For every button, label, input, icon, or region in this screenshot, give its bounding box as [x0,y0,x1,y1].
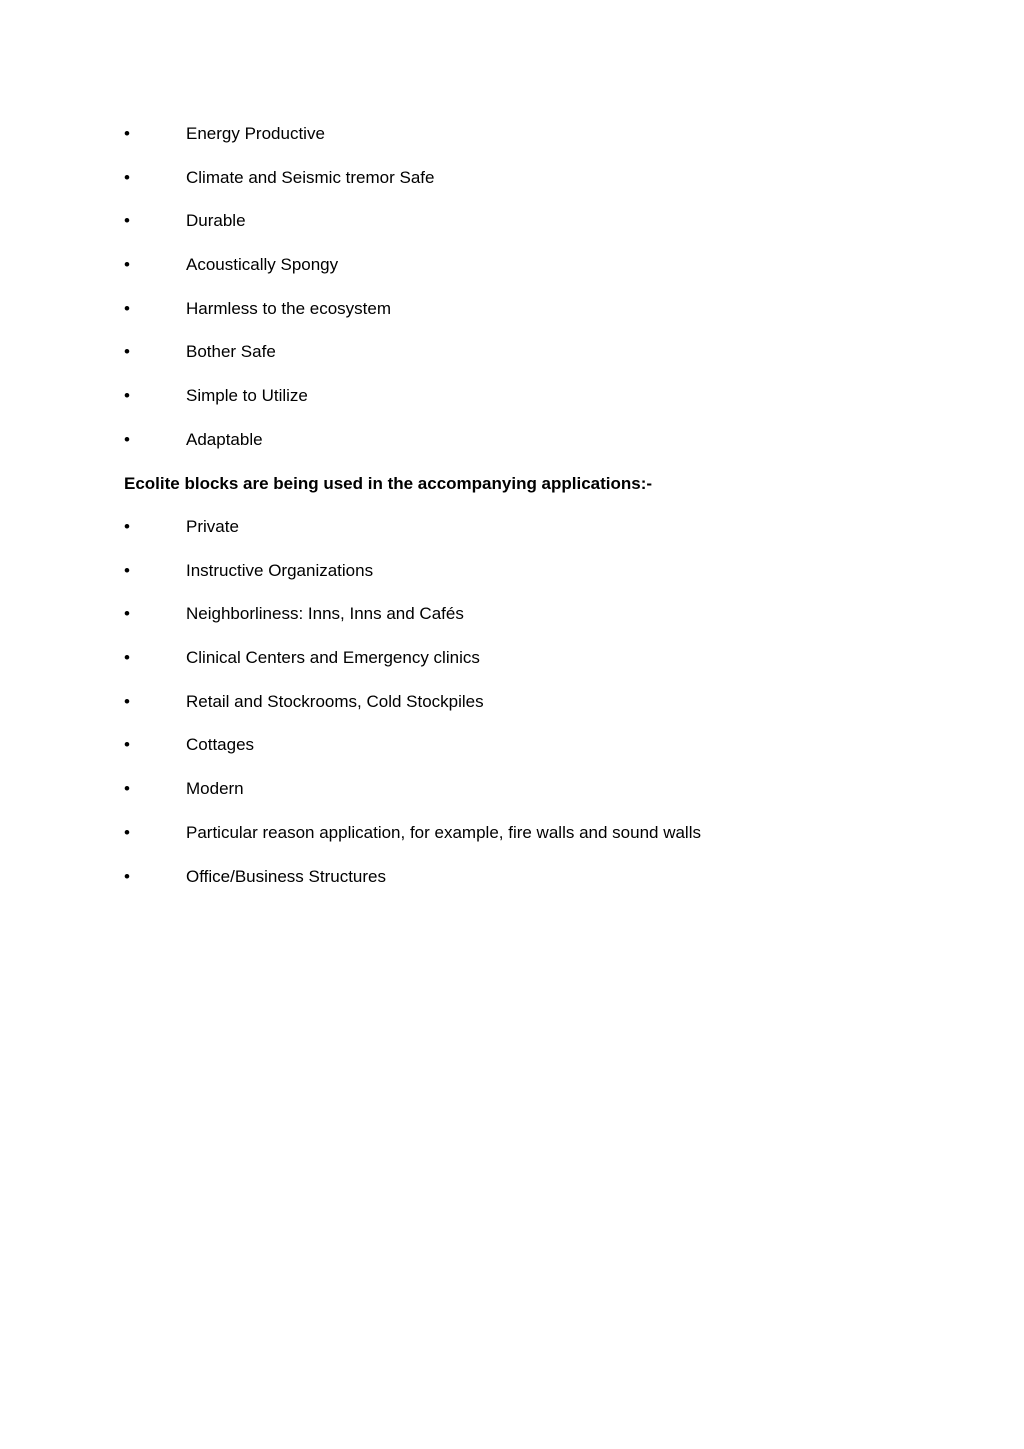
bullet-icon: • [124,167,130,187]
bullet-icon: • [124,604,130,624]
bullet-icon: • [124,866,130,886]
list-item-text: Particular reason application, for example, fire walls and sound walls [186,822,701,842]
bullet-icon: • [124,735,130,755]
section-heading: Ecolite blocks are being used in the accompanying applications:- [124,474,653,493]
list-item-text: Instructive Organizations [186,560,374,580]
list-item-text: Clinical Centers and Emergency clinics [186,648,480,668]
bullet-icon: • [124,560,130,580]
bullet-icon: • [124,211,130,231]
bullet-icon: • [124,342,130,362]
list-item-text: Harmless to the ecosystem [186,298,392,318]
list-item-text: Durable [186,211,246,231]
bullet-icon: • [124,255,130,275]
list-item-text: Adaptable [186,429,263,449]
list-item-text: Bother Safe [186,342,276,362]
list-item-text: Private [186,517,239,536]
list-item-text: Acoustically Spongy [186,255,339,275]
list-item-text: Climate and Seismic tremor Safe [186,167,435,187]
list-item-text: Simple to Utilize [186,386,308,406]
list-item-text: Energy Productive [186,124,325,143]
bullet-icon: • [124,124,130,143]
list-item-text: Cottages [186,735,255,755]
bullet-icon: • [124,779,130,799]
bullet-icon: • [124,648,130,668]
bullet-icon: • [124,298,130,318]
bullet-icon: • [124,691,130,711]
bullet-icon: • [124,822,130,842]
bullet-icon: • [124,517,130,536]
list-item-text: Neighborliness: Inns, Inns and Cafés [186,604,464,624]
bullet-icon: • [124,386,130,406]
list-item-text: Modern [186,779,244,799]
list-item-text: Retail and Stockrooms, Cold Stockpiles [186,691,484,711]
list-item-text: Office/Business Structures [186,866,386,886]
bullet-icon: • [124,429,130,449]
